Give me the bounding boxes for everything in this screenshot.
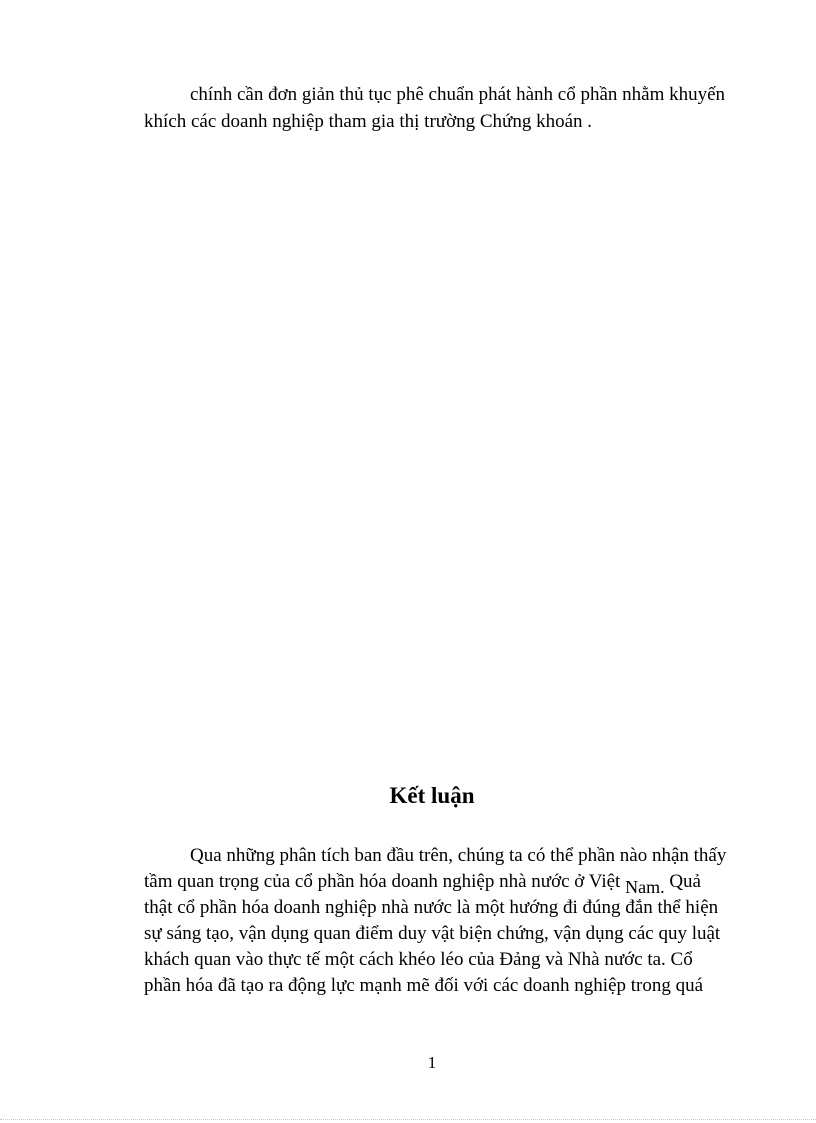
page-bottom-rule [0, 1119, 816, 1120]
top-paragraph-line-2: khích các doanh nghiệp tham gia thị trường Chứng khoán . [144, 111, 593, 132]
conclusion-line-4: sự sáng tạo, vận dụng quan điểm duy vật biện chứng, vận dụng các quy luật [144, 923, 721, 944]
conclusion-line-1: Qua những phân tích ban đầu trên, chúng ta có thể phần nào nhận thấy [190, 845, 727, 866]
conclusion-line-5: khách quan vào thực tế một cách khéo léo của Đảng và Nhà nước ta. Cổ [144, 949, 693, 970]
conclusion-line-2-text: tầm quan trọng của cổ phần hóa doanh nghiệp nhà nước ở Việt [144, 871, 621, 892]
conclusion-line-3: thật cổ phần hóa doanh nghiệp nhà nước là một hướng đi đúng đắn thể hiện [144, 897, 719, 918]
section-heading: Kết luận [389, 783, 475, 808]
conclusion-line-2-subscript: Nam. [625, 877, 665, 897]
top-paragraph-line-1: chính cần đơn giản thủ tục phê chuẩn phát hành cổ phần nhằm khuyến [190, 84, 726, 105]
conclusion-line-6: phần hóa đã tạo ra động lực mạnh mẽ đối với các doanh nghiệp trong quá [144, 975, 704, 996]
conclusion-line-2 [144, 869, 701, 897]
page-number: 1 [427, 1053, 437, 1072]
conclusion-line-2-end: Quả [669, 871, 701, 892]
